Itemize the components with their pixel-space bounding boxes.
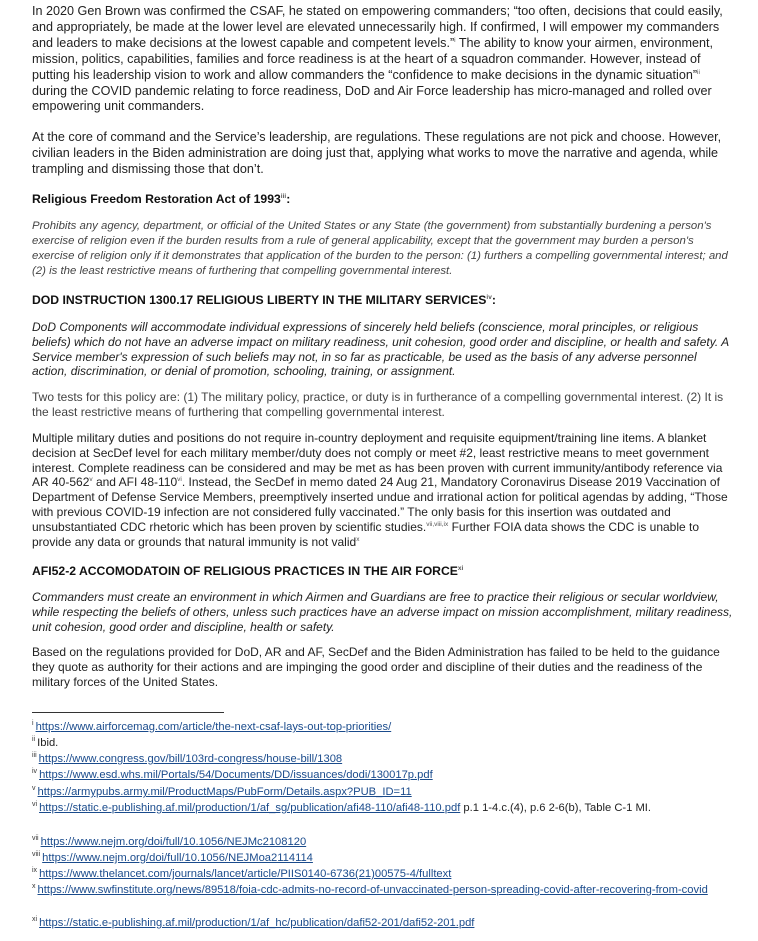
paragraph-military-duties: Multiple military duties and positions do not require in-country deployment and requisite equipment/training line items. A blanket decision at SecDef level for each military member/duty does not comply or meet #2, least restrictive means to meet government interest. Complete readiness can be considered and may be met as has been proven with current immunity/antibody reference via AR 40-562$^v$ and AFI 48-110$^{vi}$. Instead, the SecDef in memo dated 24 Aug 21, Mandatory Coronavirus Disease 2019 Vaccination of Department of Defense Service Members, preemptively inserted undue and irrational action for political agendas by adding, “Those with previous COVID-19 infection are not considered fully vaccinated.” The only basis for this insertion was outdated and unsubstantiated CDC rhetoric which has been proven by scientific studies.$^{vii,viii,ix}$ Further FOIA data shows the CDC is unable to provide any data or grounds that natural immunity is not valid$^x$: [32, 431, 728, 549]
footnote-xi: $^{xi}$ https://static.e-publishing.af.mil/production/1/af_hc/publication/dafi52-201/dafi52-201.pdf: [32, 916, 475, 929]
footnote-link[interactable]: https://www.swfinstitute.org/news/89518/foia-cdc-admits-no-record-of-unvaccinated-person-spreading-covid-after-recovering-from-covid: [37, 884, 708, 896]
quote-rfra: Prohibits any agency, department, or official of the United States or any State (the government) from substantially burdening a person's exercise of religion even if the burden results from a rule of general applicability, except that the government may burden a person's exercise of religion only if it demonstrates that application of the burden to the person: (1) furthers a compelling governmental interest; and (2) is the least restrictive means of furthering that compelling governmental interest.: [32, 220, 728, 277]
footnote-link[interactable]: https://static.e-publishing.af.mil/production/1/af_sg/publication/afi48-110/afi48-110.pdf: [39, 802, 461, 814]
heading-afi52-2: AFI52-2 ACCOMODATOIN OF RELIGIOUS PRACTICES IN THE AIR FORCE$^{xi}$: [32, 564, 464, 578]
paragraph-csaf-empowerment: In 2020 Gen Brown was confirmed the CSAF, he stated on empowering commanders; “too often, decisions that could easily, and appropriately, be made at the lower level are elevated unnecessarily high. If confirmed, I will empower my commanders and leaders to make decisions at the lowest capable and competent levels.”$^i$ The ability to know your airmen, environment, mission, politics, capabilities, families and force readiness is at the heart of a squadron commander. However, instead of putting his leadership vision to work and allow commanders the “confidence to make decisions in the dynamic situation”$^{ii}$ during the COVID pandemic relating to force readiness, DoD and Air Force leadership has micro-managed and rolled over empowering unit commanders.: [32, 4, 723, 114]
footnote-viii: $^{viii}$ https://www.nejm.org/doi/full/10.1056/NEJMoa2114114: [32, 851, 313, 864]
footnote-i: $^i$ https://www.airforcemag.com/article/the-next-csaf-lays-out-top-priorities/: [32, 720, 392, 733]
quote-dodi-1300-17: DoD Components will accommodate individual expressions of sincerely held beliefs (conscience, moral principles, or religious beliefs) which do not have an adverse impact on military readiness, unit cohesion, good order and discipline, or health and safety. A Service member's expression of such beliefs may not, in so far as practicable, be used as the basis of any adverse personnel action, discrimination, or denial of promotion, schooling, training, or assignment.: [32, 320, 729, 379]
footnote-link[interactable]: https://www.esd.whs.mil/Portals/54/Documents/DD/issuances/dodi/130017p.pdf: [39, 769, 433, 781]
quote-afi52-2: Commanders must create an environment in which Airmen and Guardians are free to practice their religious or secular worldview, while respecting the beliefs of others, unless such practices have an adverse impact on mission accomplishment, military readiness, unit cohesion, good order and discipline, health or safety.: [32, 590, 733, 634]
footnote-iv: $^{iv}$ https://www.esd.whs.mil/Portals/54/Documents/DD/issuances/dodi/130017p.pdf: [32, 768, 433, 781]
footnote-link[interactable]: https://static.e-publishing.af.mil/production/1/af_hc/publication/dafi52-201/dafi52-201.pdf: [39, 917, 475, 929]
footnote-iii: $^{iii}$ https://www.congress.gov/bill/103rd-congress/house-bill/1308: [32, 752, 343, 765]
heading-dodi-1300-17: DOD INSTRUCTION 1300.17 RELIGIOUS LIBERTY IN THE MILITARY SERVICES$^{iv}$:: [32, 293, 496, 307]
paragraph-regulations: At the core of command and the Service’s leadership, are regulations. These regulations are not pick and choose. However, civilian leaders in the Biden administration are doing just that, applying what works to move the narrative and agenda, while trampling and dismissing those that don’t.: [32, 130, 722, 176]
paragraph-two-tests: Two tests for this policy are: (1) The military policy, practice, or duty is in furtherance of a compelling governmental interest. (2) It is the least restrictive means of furthering that compelling governmental interest.: [32, 390, 724, 419]
footnote-divider: [32, 712, 224, 713]
footnote-ix: $^{ix}$ https://www.thelancet.com/journals/lancet/article/PIIS0140-6736(21)00575-4/fulltext: [32, 867, 452, 880]
footnote-link[interactable]: https://www.nejm.org/doi/full/10.1056/NEJMc2108120: [40, 836, 307, 848]
footnote-vii: $^{vii}$ https://www.nejm.org/doi/full/10.1056/NEJMc2108120: [32, 835, 307, 848]
footnote-link[interactable]: https://www.airforcemag.com/article/the-next-csaf-lays-out-top-priorities/: [35, 721, 392, 733]
footnote-x: $^x$ https://www.swfinstitute.org/news/89518/foia-cdc-admits-no-record-of-unvaccinated-person-spreading-covid-after-recovering-from-covid: [32, 883, 708, 896]
footnote-link[interactable]: https://www.nejm.org/doi/full/10.1056/NEJMoa2114114: [42, 852, 313, 864]
footnote-vi: $^{vi}$ https://static.e-publishing.af.mil/production/1/af_sg/publication/afi48-110/afi48-110.pdf p.1 1-4.c.(4), p.6 2-6(b), Table C-1 MI.: [32, 801, 651, 814]
footnote-ii: $^{ii}$ Ibid.: [32, 736, 59, 749]
heading-rfra: Religious Freedom Restoration Act of 1993$^{iii}$:: [32, 192, 291, 206]
footnote-v: $^v$ https://armypubs.army.mil/ProductMaps/PubForm/Details.aspx?PUB_ID=11: [32, 785, 412, 798]
paragraph-conclusion: Based on the regulations provided for DoD, AR and AF, SecDef and the Biden Administration has failed to be held to the guidance they quote as authority for their actions and are impinging the good order and discipline of their duties and the readiness of the military forces of the United States.: [32, 645, 720, 689]
footnote-link[interactable]: https://armypubs.army.mil/ProductMaps/PubForm/Details.aspx?PUB_ID=11: [37, 786, 412, 798]
footnote-link[interactable]: https://www.congress.gov/bill/103rd-congress/house-bill/1308: [38, 753, 343, 765]
footnote-link[interactable]: https://www.thelancet.com/journals/lancet/article/PIIS0140-6736(21)00575-4/fulltext: [39, 868, 452, 880]
